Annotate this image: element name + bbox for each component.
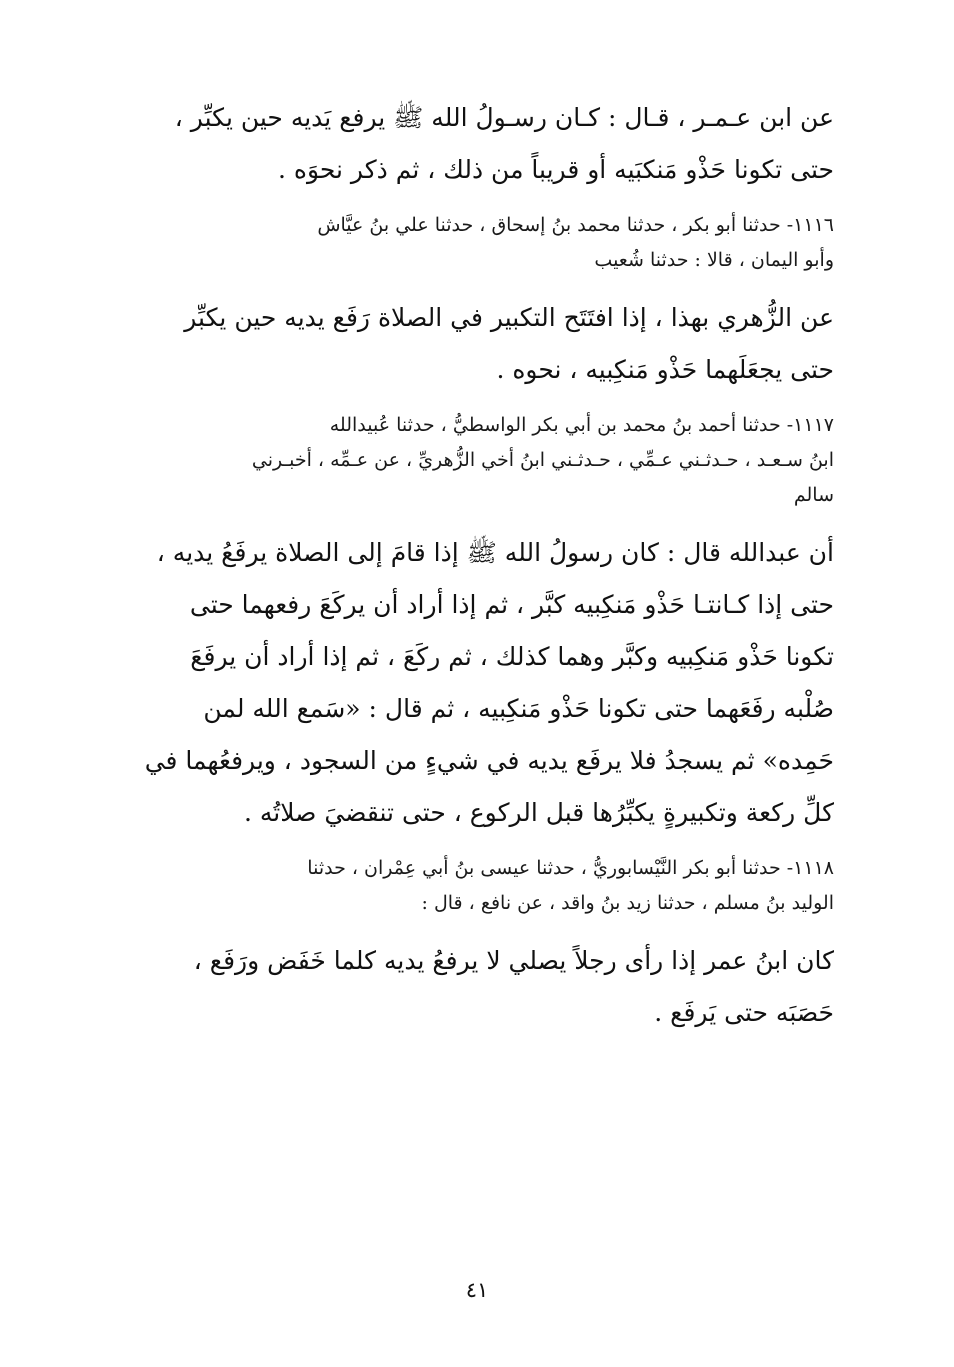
isnad-paragraph — [122, 208, 834, 278]
page-number: ٤١ — [465, 1278, 489, 1302]
text-line: الوليد بنُ مسلم ، حدثنا زيد بنُ واقد ، عن نافع ، قال : — [421, 892, 834, 914]
page-body — [122, 92, 834, 1039]
text-line: عن ابن عـمـر ، قـال : كـان رسـولُ الله ﷺ يرفع يَديه حين يكبِّر ، — [174, 103, 834, 132]
hadith-text-paragraph — [122, 527, 834, 839]
text-line: عن الزُّهري بهذا ، إذا افتَتَح التكبير في الصلاة رَفَع يديه حين يكبِّر — [184, 303, 834, 332]
text-line: حتى إذا كـانتـا حَذْو مَنكِبيه كبَّر ، ثم إذا أراد أن يركَعَ رفعهما حتى — [189, 590, 834, 619]
text-line: كلِّ ركعة وتكبيرةٍ يكبِّرُها قبل الركوع ، حتى تنقضيَ صلاتُه . — [243, 798, 834, 827]
text-line: ١١١٦- حدثنا أبو بكر ، حدثنا محمد بنُ إسحاق ، حدثنا علي بنُ عيَّاش — [317, 214, 834, 236]
hadith-text-paragraph — [122, 292, 834, 396]
text-line: حَمِده» ثم يسجدُ فلا يرفَع يديه في شيءٍ من السجود ، ويرفعُهما في — [144, 746, 834, 775]
text-line: ١١١٨- حدثنا أبو بكر النَّيْسابوريُّ ، حدثنا عيسى بنُ أبي عِمْران ، حدثنا — [307, 857, 834, 879]
text-line: صُلْبه رفَعَهما حتى تكونا حَذْو مَنكِبيه ، ثم قال : «سَمع الله لمن — [203, 694, 834, 723]
text-line: كان ابنُ عمر إذا رأى رجلاً يصلي لا يرفعُ يديه كلما خَفَض ورَفَع ، — [193, 946, 834, 975]
text-line: سالم — [793, 484, 834, 506]
text-line: ١١١٧- حدثنا أحمد بنُ محمد بن أبي بكر الواسطيُّ ، حدثنا عُبيدالله — [329, 414, 834, 436]
text-line: حتى يجعَلَهما حَذْو مَنكِبيه ، نحوه . — [496, 355, 834, 384]
text-line: حتى تكونا حَذْو مَنكبَيه أو قريباً من ذلك ، ثم ذكر نحوَه . — [277, 155, 834, 184]
text-line: ابنُ سـعـد ، حـدثـني عـمِّي ، حـدثـني ابنُ أخي الزُّهريِّ ، عن عـمِّه ، أخبـرني — [251, 449, 834, 471]
text-line: وأبو اليمان ، قالا : حدثنا شُعيب — [594, 249, 834, 271]
hadith-text-paragraph — [122, 935, 834, 1039]
text-line: حَصَبَه حتى يَرفَع . — [654, 998, 834, 1027]
isnad-paragraph — [122, 408, 834, 513]
text-line: أن عبدالله قال : كان رسولُ الله ﷺ إذا قامَ إلى الصلاة يرفَعُ يديه ، — [156, 538, 834, 567]
text-line: تكونا حَذْو مَنكِبيه وكبَّر وهما كذلك ، ثم ركَعَ ، ثم إذا أراد أن يرفَعَ — [190, 642, 834, 671]
hadith-text-paragraph — [122, 92, 834, 196]
isnad-paragraph — [122, 851, 834, 921]
